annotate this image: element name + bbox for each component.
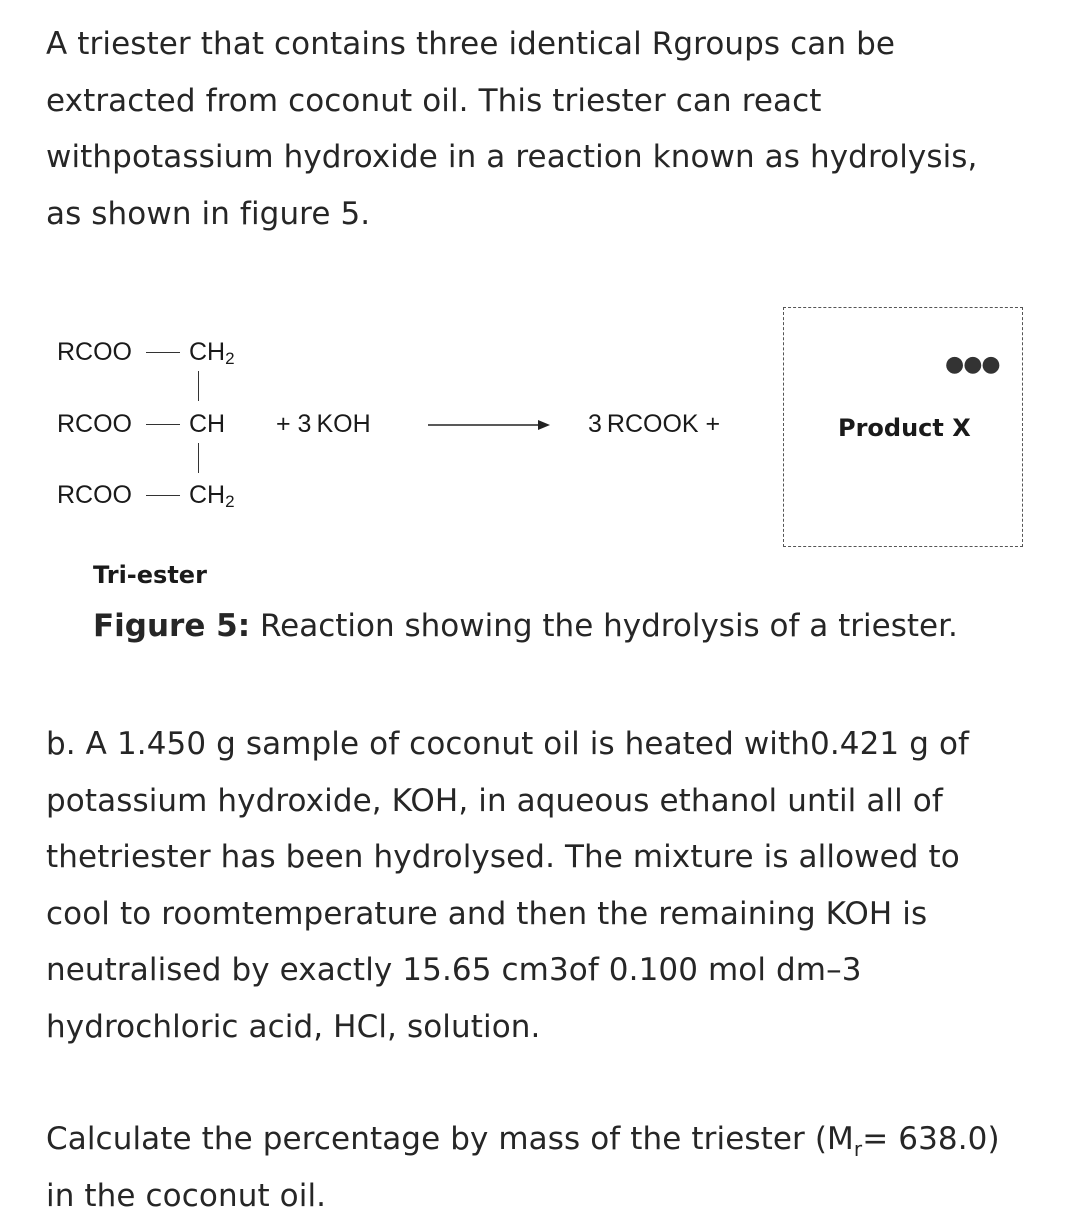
ch2-top: $CH_2$ bbox=[189, 338, 235, 368]
figure-caption bbox=[93, 608, 958, 644]
ch2-bottom: $CH_2$ bbox=[189, 481, 235, 511]
rcoo-group-bottom: RCOO bbox=[57, 481, 132, 509]
part-b-line: neutralised by exactly 15.65 cm3of 0.100 mol dm–3 bbox=[46, 952, 862, 988]
bond-vertical-lower bbox=[198, 443, 199, 473]
more-options-icon: ●●● bbox=[945, 352, 1000, 377]
rcoo-group-middle: RCOO bbox=[57, 410, 132, 438]
product-rcook: 3 RCOOK + bbox=[588, 410, 721, 438]
bond-middle bbox=[146, 424, 180, 425]
figure-caption-text: Reaction showing the hydrolysis of a triester. bbox=[250, 608, 958, 644]
intro-line: A triester that contains three identical Rgroups can be bbox=[46, 26, 896, 62]
triester-label: Tri-ester bbox=[93, 561, 207, 589]
figure-caption-label: Figure 5: bbox=[93, 608, 251, 644]
reagent-koh: + 3 KOH bbox=[276, 410, 371, 438]
part-b-paragraph bbox=[46, 716, 1046, 1055]
intro-line: extracted from coconut oil. This triester can react bbox=[46, 82, 822, 119]
part-b-line: cool to roomtemperature and then the remaining KOH is bbox=[46, 895, 928, 932]
rcoo-group-top: RCOO bbox=[57, 338, 132, 366]
reaction-arrow-icon bbox=[428, 417, 552, 433]
bond-bottom bbox=[146, 495, 180, 496]
calc-line: Calculate the percentage by mass of the triester $(M_r= 638.0)$ bbox=[46, 1121, 1000, 1162]
bond-top bbox=[146, 352, 180, 353]
intro-line: as shown in figure 5. bbox=[46, 195, 371, 232]
bond-vertical-upper bbox=[198, 371, 199, 401]
intro-paragraph bbox=[46, 16, 1046, 242]
part-b-line: hydrochloric acid, HCl, solution. bbox=[46, 1008, 541, 1045]
part-b-line: potassium hydroxide, KOH, in aqueous ethanol until all of bbox=[46, 782, 943, 819]
part-b-line: thetriester has been hydrolysed. The mixture is allowed to bbox=[46, 839, 960, 875]
product-x-label: Product X bbox=[838, 414, 971, 442]
calc-line: in the coconut oil. bbox=[46, 1177, 327, 1214]
ch-middle: CH bbox=[189, 410, 226, 438]
intro-line: withpotassium hydroxide in a reaction known as hydrolysis, bbox=[46, 139, 978, 175]
part-b-line: b. A 1.450 g sample of coconut oil is heated with0.421 g of bbox=[46, 726, 970, 762]
calculation-question bbox=[46, 1111, 1066, 1224]
